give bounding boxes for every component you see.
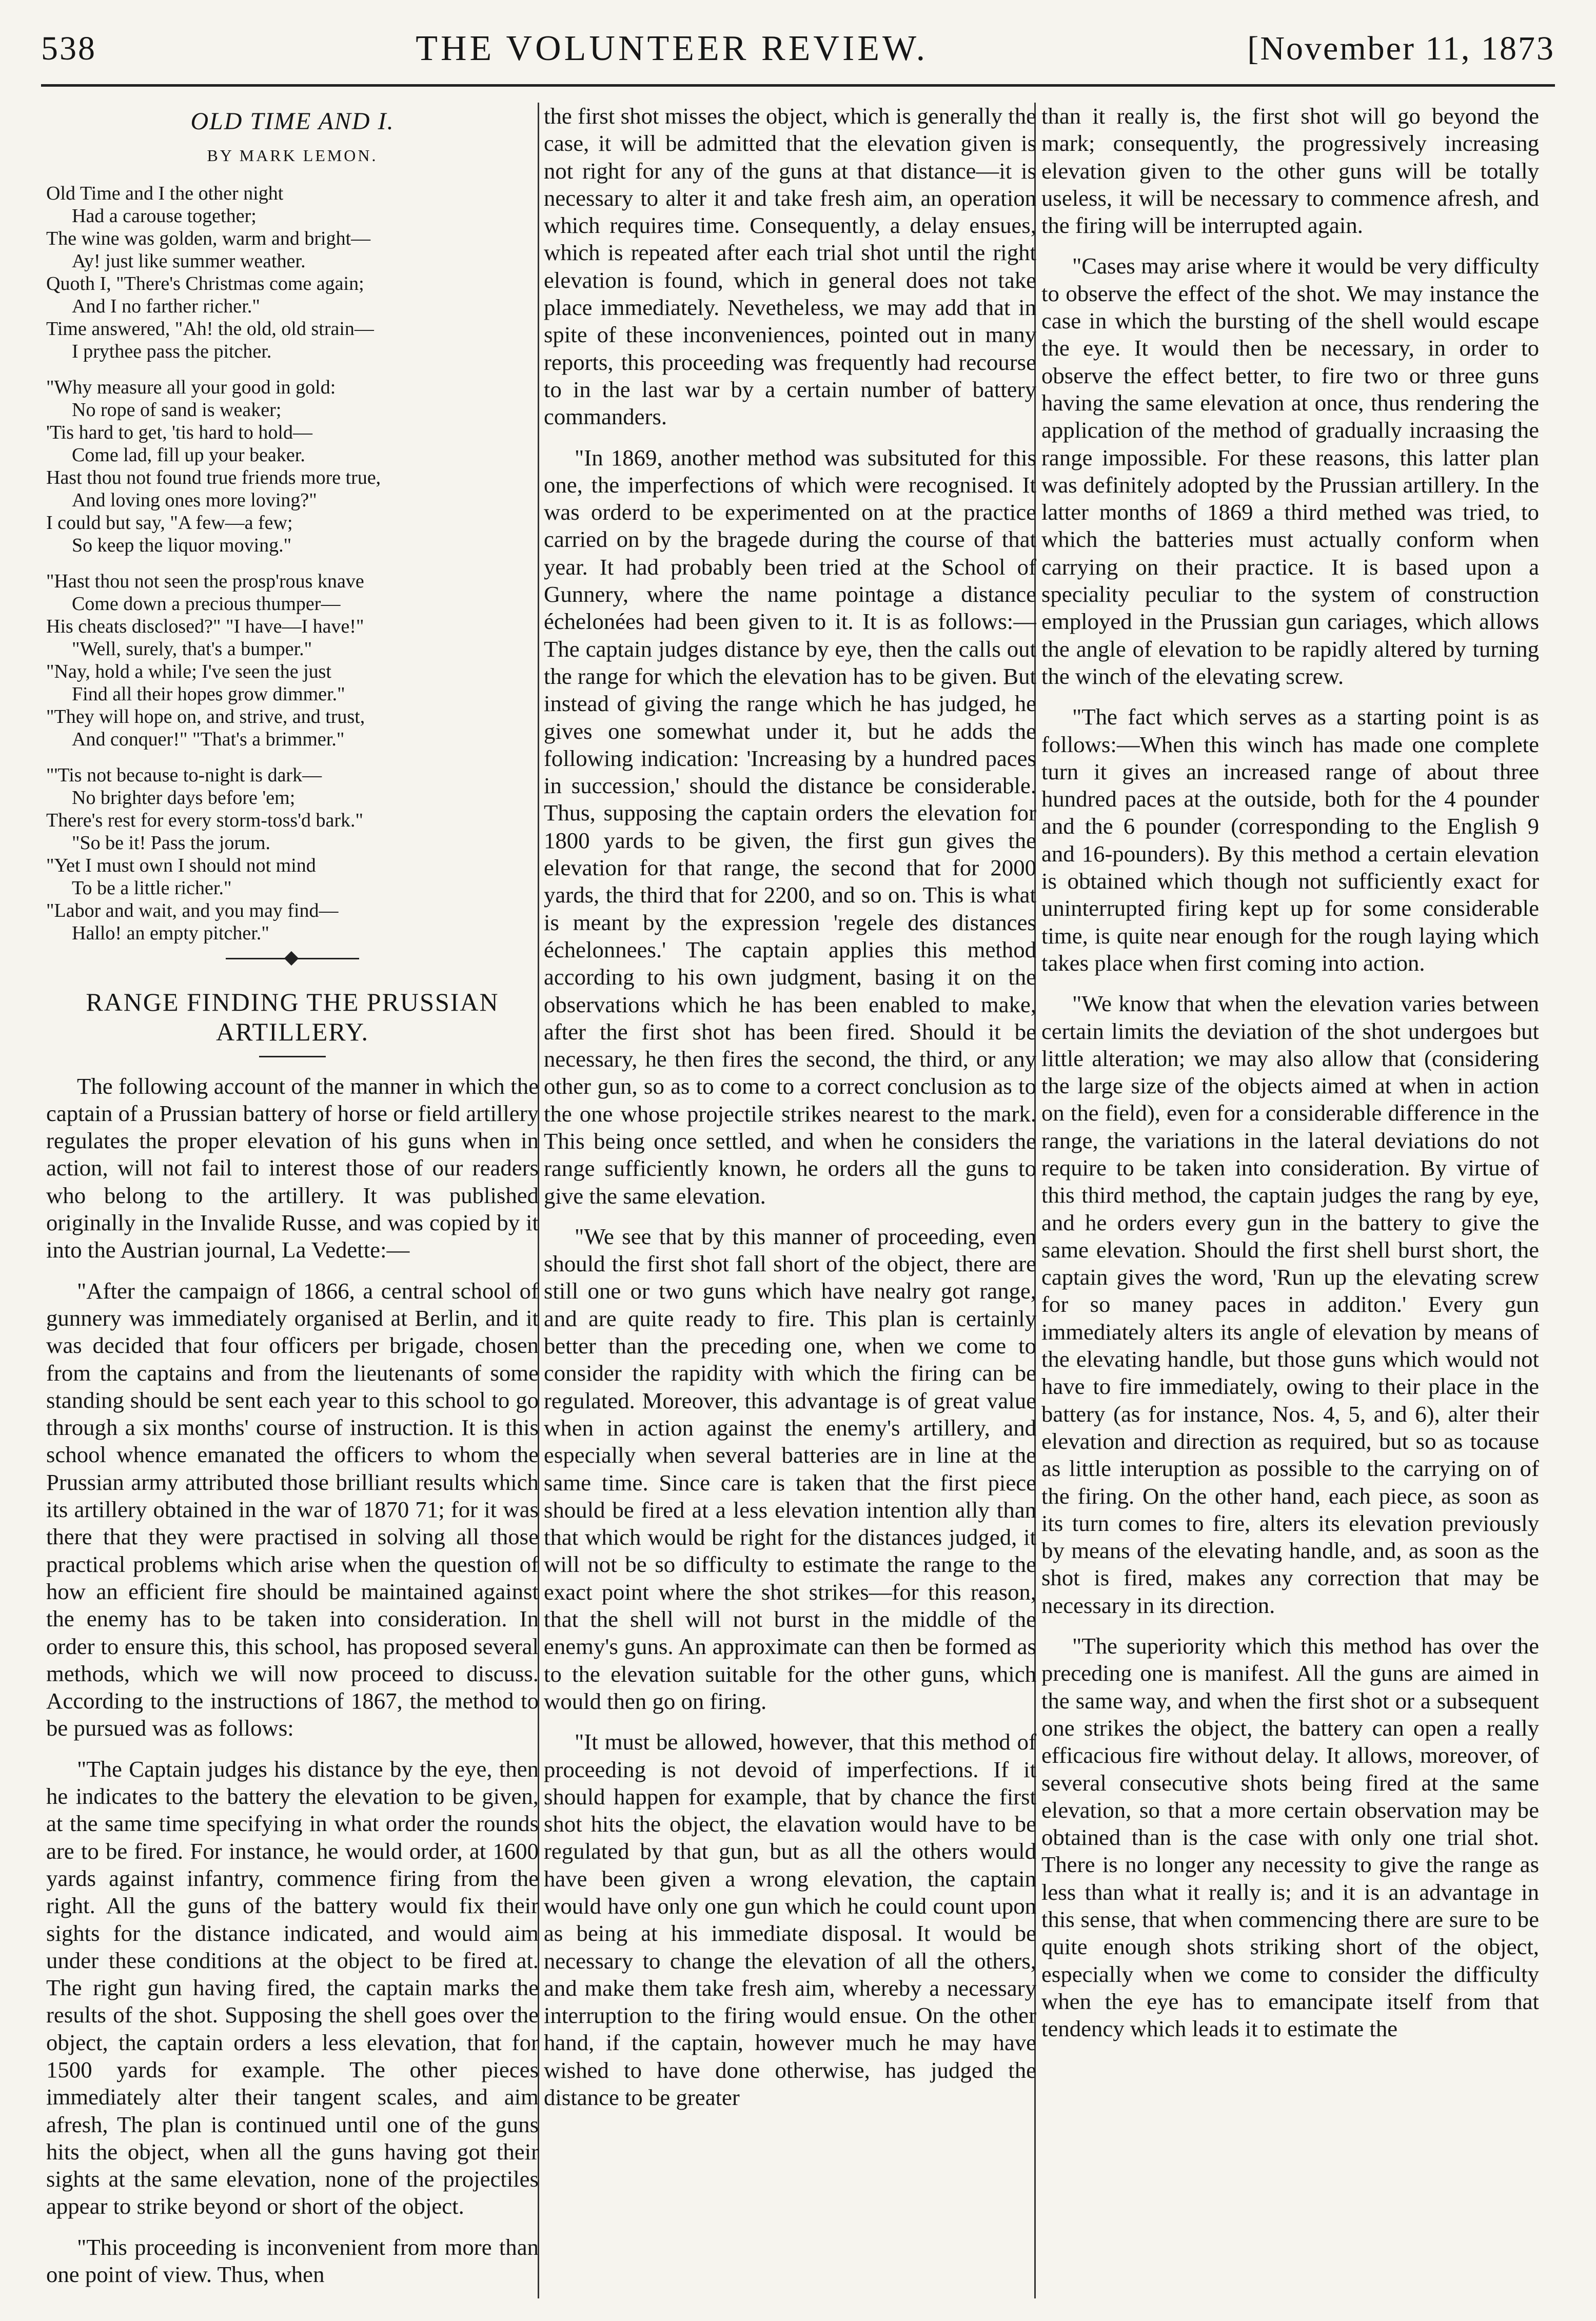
poem-line: There's rest for every storm-toss'd bark." <box>46 809 364 831</box>
article-paragraph: "It must be allowed, however, that this method of proceeding is not devoid of imperfections. If it should happen for example, that by chance the first shot hits the object, the elavation would have to be regulated by that gun, but as all the others would have been given a wrong elevation, the captain would have only one gun which he could count upon as being at his immediate disposal. It would be necessary to change the elevation of all the others, and make them take fresh aim, whereby a necessary interruption to the firing would ensue. On the other hand, if the captain, however much he may have wished to have done otherwise, has judged the distance to be greater <box>544 1729 1036 2111</box>
poem-line: "Nay, hold a while; I've seen the just <box>46 660 331 682</box>
poem-line: Quoth I, "There's Christmas come again; <box>46 272 364 294</box>
column-1-body <box>46 1073 539 2289</box>
poem-stanza <box>46 764 539 945</box>
poem-line: Old Time and I the other night <box>46 182 284 204</box>
poem-line: "Why measure all your good in gold: <box>46 376 336 398</box>
article-paragraph: "In 1869, another method was subsituted for this one, the imperfections of which were recognised. It was orderd to be experimented on at the practice carried on by the bragede during the course of that year. It had probably been tried at the School of Gunnery, where the name pointage a distance échelonées had been given to it. It is as follows:—The captain judges distance by eye, then the calls out the range for which the elevation has to be given. But instead of giving the range which he has judged, he gives one somewhat under it, but he adds the following indication: 'Increasing by a hundred paces in succession,' should the distance be considerable. Thus, supposing the captain orders the elevation for 1800 yards to be given, the first gun gives the elevation for that range, the second that for 2000 yards, the third that for 2200, and so on. This is what is meant by the expression 'regele des distances échelonnees.' The captain applies this method according to his own judgment, basing it on the observations which he has been enabled to make, after the first shot has been fired. Should it be necessary, he then fires the second, the third, or any other gun, so as to come to a correct conclusion as to the one whose projectile strikes nearest to the mark. This being once settled, and when he considers the range sufficiently known, he orders all the guns to give the same elevation. <box>544 444 1036 1209</box>
masthead <box>41 21 1555 77</box>
poem-line: "So be it! Pass the jorum. <box>72 832 271 854</box>
article-paragraph: "The superiority which this method has over the preceding one is manifest. All the guns are aimed in the same way, and when the first shot or a subsequent one strikes the object, the battery can open a really efficacious fire without delay. It allows, moreover, of several consecutive shots being fired at the same elevation, so that a more certain observation may be obtained than is the case with only one trial shot. There is no longer any necessity to give the range as less than what it really is; and it is an advantage in this sense, that when commencing there are sure to be quite enough shots striking short of the object, especially when we come to consider the difficulty when the eye has to emancipate itself from that tendency which leads it to estimate the <box>1041 1633 1539 2042</box>
header-rule <box>41 84 1555 87</box>
poem-line: The wine was golden, warm and bright— <box>46 227 371 249</box>
poem-line: "Well, surely, that's a bumper." <box>72 638 312 660</box>
poem-line: Come down a precious thumper— <box>72 593 341 615</box>
publication-title: THE VOLUNTEER REVIEW. <box>416 29 929 68</box>
article-paragraph: "We know that when the elevation varies between certain limits the deviation of the shot undergoes but little alteration; we may also allow that (considering the large size of the objects aimed at when in action on the field), even for a considerable difference in the range, the variations in the lateral deviations do not require to be taken into consideration. By virtue of this third method, the captain judges the rang by eye, and he orders every gun in the battery to give the same elevation. Should the first shell burst short, the captain gives the word, 'Run up the elevating screw for so maney paces in additon.' Every gun immediately alters its angle of elevation by means of the elevating handle, but those guns which would not have to fire immediately, owing to their place in the battery (as for instance, Nos. 4, 5, and 6), alter their elevation and direction as required, but so as tocause as little interuption as possible to the carrying on of the firing. On the other hand, each piece, as soon as its turn comes to fire, alters its elevation previously by means of the elevating handle, and, as soon as the shot is fired, makes any correction that may be necessary in its direction. <box>1041 991 1539 1618</box>
poem-byline: BY MARK LEMON. <box>207 146 378 165</box>
poem-line: Find all their hopes grow dimmer." <box>72 683 345 705</box>
issue-date: [November 11, 1873 <box>1247 30 1555 67</box>
poem-end-ornament <box>226 958 359 967</box>
poem-line: Ay! just like summer weather. <box>72 250 306 272</box>
poem-line: No brighter days before 'em; <box>72 786 295 809</box>
poem-line: Hallo! an empty pitcher." <box>72 922 269 944</box>
column-2-body <box>544 103 1036 2111</box>
poem-stanza <box>46 376 539 557</box>
poem-line: I could but say, "A few—a few; <box>46 512 293 534</box>
article-paragraph: "This proceeding is inconvenient from more than one point of view. Thus, when <box>46 2234 539 2288</box>
title-rule <box>259 1056 326 1057</box>
page-number: 538 <box>41 30 96 67</box>
poem-line: "Yet I must own I should not mind <box>46 854 316 876</box>
poem-line: I prythee pass the pitcher. <box>72 340 272 362</box>
poem-line: And I no farther richer." <box>72 295 260 317</box>
poem-line: "Labor and wait, and you may find— <box>46 899 339 921</box>
poem-body <box>46 182 539 945</box>
column-3-body <box>1041 103 1539 2042</box>
article-paragraph: "We see that by this manner of proceeding, even should the first shot fall short of the object, there are still one or two guns which have nealry got range, and are quite ready to fire. This plan is certainly better than the preceding one, when we come to consider the rapidity with which the firing can be regulated. Moreover, this advantage is of great value when in action against the enemy's artillery, and especially when several batteries are in line at the same time. Since care is taken that the first piece should be fired at a less elevation intention ally than that which would be right for the distances judged, it will not be so difficulty to estimate the range to the exact point where the shot strikes—for this reason, that the shell will not burst in the middle of the enemy's guns. An approximate can then be formed as to the elevation suitable for the other guns, which would then go on firing. <box>544 1223 1036 1714</box>
poem-line: Time answered, "Ah! the old, old strain— <box>46 318 374 340</box>
article-paragraph: The following account of the manner in which the captain of a Prussian battery of horse or field artillery regulates the proper elevation of his guns when in action, will not fail to interest those of our readers who belong to the artillery. It was published originally in the Invalide Russe, and was copied by it into the Austrian journal, La Vedette:— <box>46 1073 539 1263</box>
column-1 <box>46 103 539 2298</box>
poem-line: 'Tis hard to get, 'tis hard to hold— <box>46 421 312 443</box>
poem-line: Come lad, fill up your beaker. <box>72 444 305 466</box>
poem-stanza <box>46 570 539 751</box>
poem-line: "Hast thou not seen the prosp'rous knave <box>46 570 364 592</box>
poem-line: "'Tis not because to-night is dark— <box>46 764 322 786</box>
poem-stanza <box>46 182 539 363</box>
poem-line: And conquer!" "That's a brimmer." <box>72 728 345 750</box>
poem-line: "They will hope on, and strive, and trust, <box>46 705 365 727</box>
poem-line: His cheats disclosed?" "I have—I have!" <box>46 615 364 637</box>
poem-line: To be a little richer." <box>72 877 232 899</box>
poem-line: No rope of sand is weaker; <box>72 399 282 421</box>
poem-line: Had a carouse together; <box>72 205 257 227</box>
article-title: RANGE FINDING THE PRUSSIAN ARTILLERY. <box>86 987 499 1046</box>
article-paragraph: "Cases may arise where it would be very difficulty to observe the effect of the shot. We may instance the case in which the bursting of the shell would escape the eye. It would then be necessary, in order to observe the effect better, to fire two or three guns having the same elevation at once, thus rendering the application of the method of gradually incraasing the range impossible. For these reasons, this latter plan was definitely adopted by the Prussian artillery. In the latter months of 1869 a third methed was tried, to which the batteries must actually conform when carrying on their practice. It is based upon a speciality peculiar to the system of construction employed in the Prussian gun cariages, which allows the angle of elevation to be rapidly altered by turning the winch of the elevating screw. <box>1041 253 1539 689</box>
article-paragraph: the first shot misses the object, which is generally the case, it will be admitted that the elevation given is not right for any of the guns at that distance—it is necessary to alter it and take fresh aim, an operation which requires time. Consequently, a delay ensues, which is repeated after each trial shot until the right elevation is found, which in general does not take place immediately. Nevetheless, we may add that in spite of these inconveniences, pointed out in many reports, this proceeding was frequently had recourse to in the last war by a certain number of battery commanders. <box>544 103 1036 430</box>
article-paragraph: "The fact which serves as a starting point is as follows:—When this winch has made one complete turn it gives an increased range of about three hundred paces at the outside, both for the 4 pounder and the 6 pounder (corresponding to the English 9 and 16-pounders). By this method a certain elevation is obtained which though not sufficiently exact for uninterrupted firing kept up for some considerable time, is quite near enough for the rough laying which takes place when first coming into action. <box>1041 704 1539 976</box>
article-paragraph: "The Captain judges his distance by the eye, then he indicates to the battery the elevation to be given, at the same time specifying in what order the rounds are to be fired. For instance, he would order, at 1600 yards against infantry, commence firing from the right. All the guns of the battery would fix their sights for the distance indicated, and would aim under these conditions at the object to be fired at. The right gun having fired, the captain marks the results of the shot. Supposing the shell goes over the object, the captain orders a less elevation, that for 1500 yards for example. The other pieces immediately alter their tangent scales, and aim afresh, The plan is continued until one of the guns hits the object, when all the guns having got their sights at the same elevation, none of the projectiles appear to strike beyond or short of the object. <box>46 1756 539 2219</box>
column-2 <box>544 103 1036 2298</box>
poem-line: So keep the liquor moving." <box>72 534 292 556</box>
poem-title: OLD TIME AND I. <box>190 108 395 135</box>
poem-line: Hast thou not found true friends more true, <box>46 466 381 488</box>
column-3 <box>1041 103 1539 2298</box>
poem-line: And loving ones more loving?" <box>72 489 317 511</box>
article-paragraph: "After the campaign of 1866, a central school of gunnery was immediately organised at Berlin, and it was decided that four officers per brigade, chosen from the captains and from the lieutenants of some standing should be sent each year to this school to go through a six months' course of instruction. It is this school whence emanated the officers to whom the Prussian army attributed those brilliant results which its artillery obtained in the war of 1870 71; for it was there that they were practised in solving all those practical problems which arise when the question of how an efficient fire should be maintained against the enemy has to be taken into consideration. In order to ensure this, this school, has proposed several methods, which we will now proceed to discuss. According to the instructions of 1867, the method to be pursued was as follows: <box>46 1277 539 1741</box>
article-paragraph: than it really is, the first shot will go beyond the mark; consequently, the progressively increasing elevation given to the other guns will be totally useless, it will be necessary to commence afresh, and the firing will be interrupted again. <box>1041 103 1539 239</box>
